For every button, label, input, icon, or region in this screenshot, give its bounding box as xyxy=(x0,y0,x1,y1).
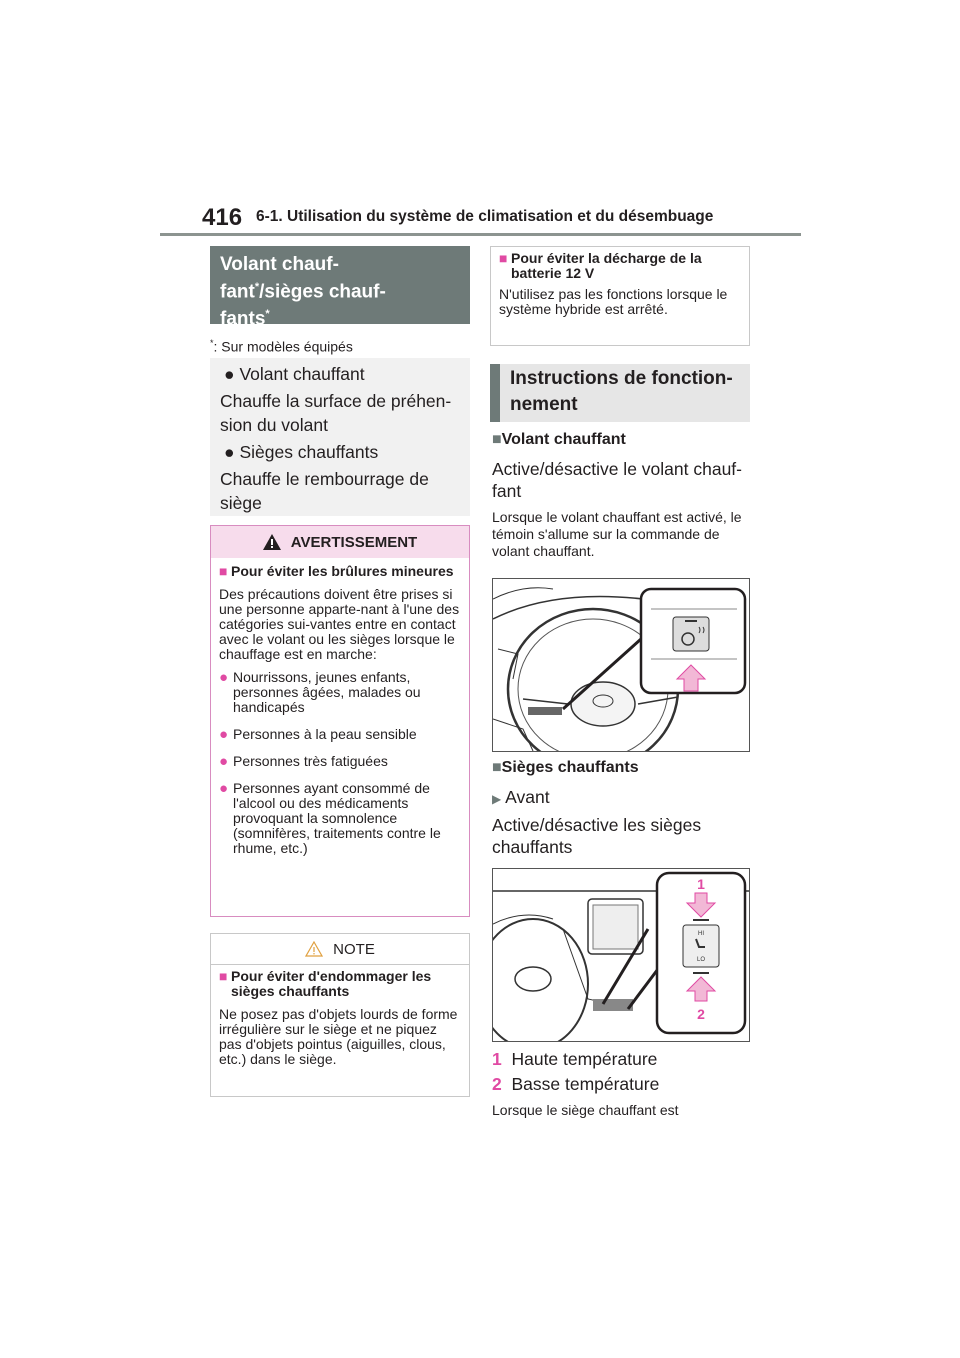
label-high xyxy=(492,1048,657,1070)
hi-label: HI xyxy=(698,931,704,937)
seats-action: Active/désactive les sièges chauffants xyxy=(492,815,702,857)
section-title-line1: Volant chauf- xyxy=(220,254,339,275)
steering-wheel-illustration xyxy=(493,579,749,751)
note-header xyxy=(211,934,469,965)
dot-bullet-icon: ● xyxy=(219,669,229,686)
feature-item-seats: ● Sièges chauffants xyxy=(224,442,379,462)
square-bullet-icon: ■ xyxy=(492,431,502,448)
feature-label-seats: Sièges chauffants xyxy=(239,442,379,462)
list-item xyxy=(219,670,461,715)
dot-bullet-icon: ● xyxy=(219,780,229,797)
seats-sub-text: Avant xyxy=(505,787,550,807)
header-rule xyxy=(160,233,801,236)
lo-label: LO xyxy=(696,957,706,963)
instructions-title xyxy=(490,364,750,422)
feature-desc-wheel: Chauffe la surface de préhen-sion du volant xyxy=(220,391,452,435)
battery-box xyxy=(490,246,750,346)
triangle-bullet-icon: ▶ xyxy=(492,792,502,806)
feature-label-wheel: Volant chauffant xyxy=(239,364,365,384)
seats-info: Lorsque le siège chauffant est xyxy=(492,1102,679,1118)
chapter-title: 6-1. Utilisation du système de climatisation et du désembuage xyxy=(256,208,714,225)
warning-box xyxy=(210,525,470,917)
warning-text: Des précautions doivent être prises si une personne apparte-nant à l'une des catégories sui-vantes entre en contact avec le volant ou les sièges lorsque le chauffage est en marche: xyxy=(219,586,460,662)
seat-heater-illustration xyxy=(493,869,749,1041)
seats-heading xyxy=(492,759,639,777)
list-item-text: Personnes ayant consommé de l'alcool ou des médicaments provoquant la somnolence (somnifères, traitements contre le rhume, etc.) xyxy=(233,780,441,856)
list-item-text: Nourrissons, jeunes enfants, personnes âgées, malades ou handicapés xyxy=(233,669,421,715)
warning-title: AVERTISSEMENT xyxy=(290,533,418,551)
seats-heading-text: Sièges chauffants xyxy=(501,759,639,776)
list-item-text: Personnes à la peau sensible xyxy=(233,726,417,742)
battery-text: N'utilisez pas les fonctions lorsque le système hybride est arrêté. xyxy=(499,286,728,317)
section-title-line3: fants xyxy=(220,308,266,330)
section-title xyxy=(210,246,470,330)
list-item xyxy=(219,727,461,742)
label-high-text: Haute température xyxy=(511,1049,658,1069)
label-high-num: 1 xyxy=(492,1049,502,1069)
footnote xyxy=(210,338,353,355)
caution-icon xyxy=(305,941,323,957)
note-subhead-text: Pour éviter d'endommager les sièges chauffants xyxy=(231,968,432,999)
footnote-mark: * xyxy=(210,338,214,348)
wheel-action: Active/désactive le volant chauf-fant xyxy=(492,459,742,501)
label-low-text: Basse température xyxy=(511,1074,660,1094)
warning-subhead xyxy=(219,564,461,579)
label-low xyxy=(492,1073,659,1095)
label-low-num: 2 xyxy=(492,1074,502,1094)
square-bullet-icon: ■ xyxy=(492,759,502,776)
callout-1: 1 xyxy=(697,876,705,892)
steering-wheel-figure xyxy=(492,578,750,752)
dot-bullet-icon: ● xyxy=(219,726,229,743)
dot-bullet-icon: ● xyxy=(219,753,229,770)
square-bullet-icon: ■ xyxy=(499,250,508,266)
seats-sub xyxy=(492,786,550,810)
square-bullet-icon: ■ xyxy=(219,563,228,579)
footnote-text: : Sur modèles équipés xyxy=(213,338,353,355)
page-number: 416 xyxy=(202,204,243,231)
instructions-title-line1: Instructions de fonction- xyxy=(510,368,733,389)
note-subhead xyxy=(219,969,461,999)
note-text: Ne posez pas d'objets lourds de forme irrégulière sur le siège et ne piquez pas d'objets pointus (aiguilles, clous, etc.) dans le siège. xyxy=(219,1006,458,1067)
note-box xyxy=(210,933,470,1097)
list-item xyxy=(219,754,461,769)
list-item-text: Personnes très fatiguées xyxy=(233,753,388,769)
section-title-line2a: fant xyxy=(220,281,255,303)
battery-subhead-text: Pour éviter la décharge de la batterie 12 V xyxy=(511,250,702,281)
wheel-heading xyxy=(492,431,626,449)
wheel-heading-text: Volant chauffant xyxy=(501,431,626,448)
seat-heater-figure xyxy=(492,868,750,1042)
section-title-line2b: /sièges chauf- xyxy=(259,281,386,303)
feature-list xyxy=(210,358,470,516)
note-title: NOTE xyxy=(333,940,375,958)
feature-item-wheel: ● Volant chauffant xyxy=(224,364,365,384)
warning-header xyxy=(211,526,469,558)
asterisk: * xyxy=(254,281,260,293)
wheel-info: Lorsque le volant chauffant est activé, le témoin s'allume sur la commande de volant chauffant. xyxy=(492,509,742,559)
warning-icon xyxy=(263,534,281,550)
square-bullet-icon: ■ xyxy=(219,968,228,984)
asterisk: * xyxy=(265,308,270,321)
battery-subhead xyxy=(499,251,741,281)
instructions-title-line2: nement xyxy=(510,394,578,415)
feature-desc-seats: Chauffe le rembourrage de siège xyxy=(220,469,429,513)
callout-2: 2 xyxy=(697,1006,705,1022)
list-item xyxy=(219,781,461,856)
warning-subhead-text: Pour éviter les brûlures mineures xyxy=(231,563,454,579)
